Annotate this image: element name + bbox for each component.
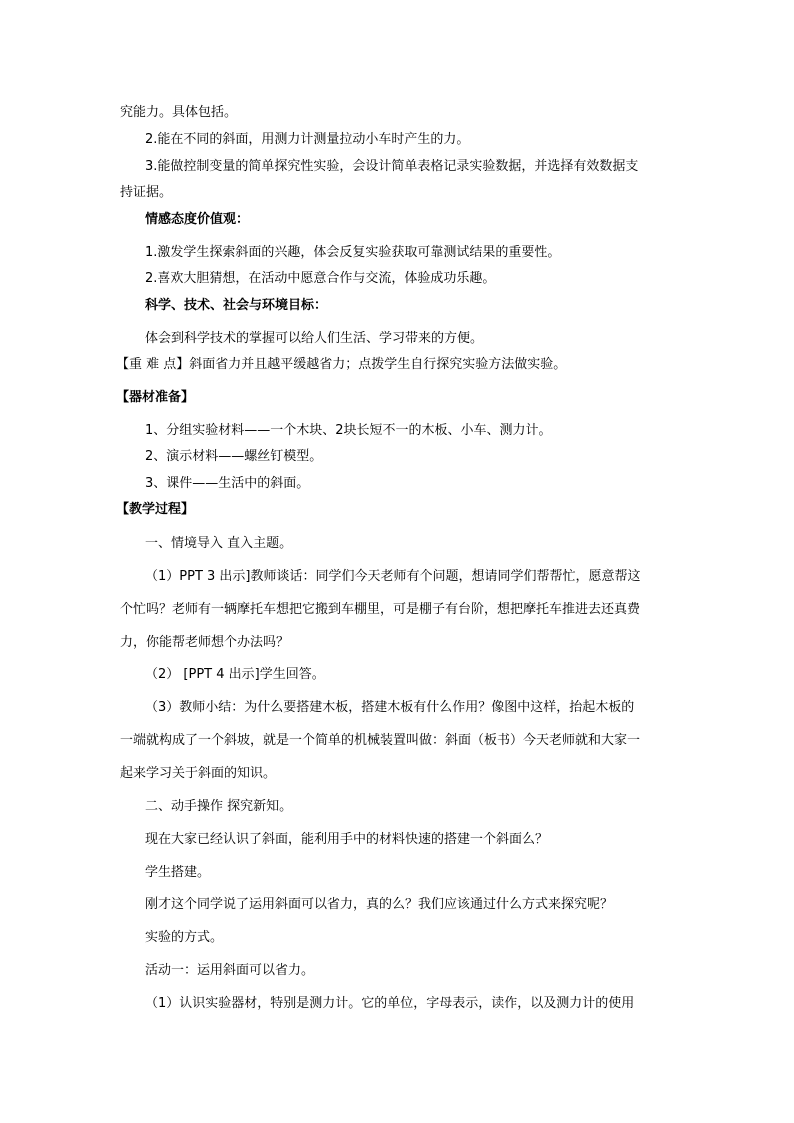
text-line: 活动一：运用斜面可以省力。 [145, 963, 315, 978]
text-line: 二、动手操作 探究新知。 [145, 799, 293, 814]
text-line: 实验的方式。 [145, 930, 224, 945]
text-line: 1.激发学生探索斜面的兴趣，体会反复实验获取可靠测试结果的重要性。 [145, 245, 561, 260]
text-line: 2、演示材料——螺丝钉模型。 [145, 449, 323, 464]
text-line: 力，你能帮老师想个办法吗？ [120, 635, 290, 650]
text-line: 2.能在不同的斜面，用测力计测量拉动小车时产生的力。 [145, 132, 470, 147]
text-line: 学生搭建。 [145, 865, 211, 880]
text-line: 刚才这个同学说了运用斜面可以省力，真的么？我们应该通过什么方式来探究呢？ [145, 897, 614, 912]
text-line: （1）PPT 3 出示]教师谈话：同学们今天老师有个问题，想请同学们帮帮忙，愿意帮这 [145, 569, 641, 584]
section-heading: 情感态度价值观： [145, 212, 250, 227]
text-line: 现在大家已经认识了斜面，能利用手中的材料快速的搭建一个斜面么？ [145, 832, 549, 847]
text-line: 一端就构成了一个斜坡，就是一个简单的机械装置叫做：斜面（板书）今天老师就和大家一 [120, 733, 641, 748]
text-line: 起来学习关于斜面的知识。 [120, 766, 277, 781]
text-line: 一、情境导入 直入主题。 [145, 536, 293, 551]
text-line: （2） [PPT 4 出示]学生回答。 [145, 667, 325, 682]
text-line: （3）教师小结：为什么要搭建木板，搭建木板有什么作用？像图中这样，抬起木板的 [145, 700, 635, 715]
section-heading: 【教学过程】 [116, 502, 195, 517]
section-heading: 科学、技术、社会与环境目标： [145, 298, 328, 313]
text-line: （1）认识实验器材，特别是测力计。它的单位，字母表示，读作，以及测力计的使用 [145, 996, 635, 1011]
section-heading: 【器材准备】 [116, 390, 195, 405]
text-line: 体会到科学技术的掌握可以给人们生活、学习带来的方便。 [145, 331, 484, 346]
text-line: 个忙吗？老师有一辆摩托车想把它搬到车棚里，可是棚子有台阶，想把摩托车推进去还真费 [120, 602, 641, 617]
text-line: 究能力。具体包括。 [120, 105, 238, 120]
text-line: 1、分组实验材料——一个木块、2块长短不一的木板、小车、测力计。 [145, 423, 552, 438]
text-line: 3.能做控制变量的简单探究性实验，会设计简单表格记录实验数据，并选择有效数据支 [145, 159, 639, 174]
text-line: 持证据。 [120, 185, 173, 200]
text-line: 3、课件——生活中的斜面。 [145, 476, 310, 491]
key-points-line: 【重 难 点】斜面省力并且越平缓越省力；点拨学生自行探究实验方法做实验。 [116, 357, 567, 372]
text-line: 2.喜欢大胆猜想，在活动中愿意合作与交流，体验成功乐趣。 [145, 271, 496, 286]
